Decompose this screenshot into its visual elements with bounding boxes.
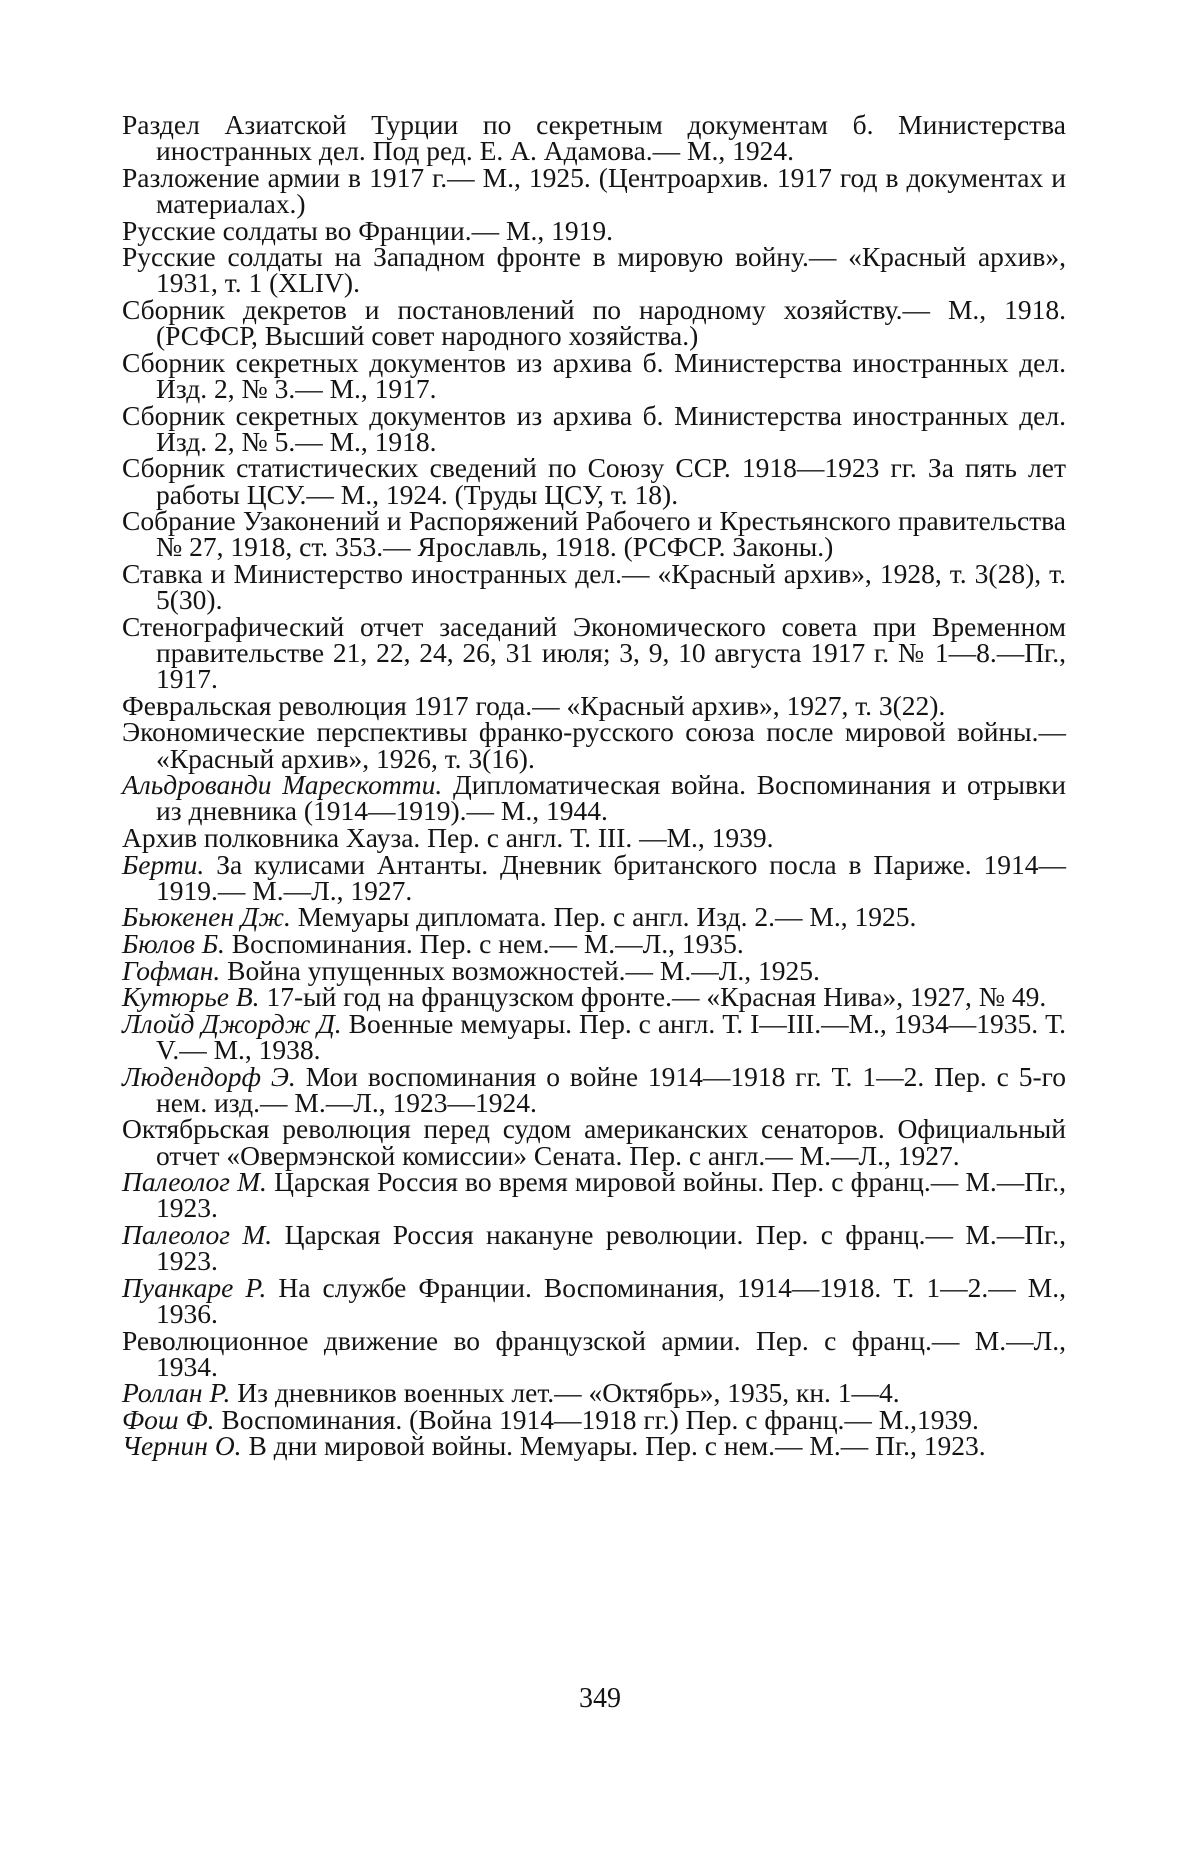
entry-text: Царская Россия во время мировой войны. Пер. с франц.— М.—Пг., 1923. bbox=[156, 1166, 1066, 1224]
entry-text: За кулисами Антанты. Дневник британского посла в Париже. 1914—1919.— М.—Л., 1927. bbox=[156, 848, 1067, 906]
bibliography-entry bbox=[122, 1113, 1066, 1171]
bibliography-entry bbox=[122, 1166, 1066, 1224]
bibliography-entry bbox=[122, 821, 1066, 853]
bibliography-entry bbox=[122, 901, 1066, 933]
entry-author: Пуанкаре Р. bbox=[122, 1271, 267, 1303]
bibliography-entry bbox=[122, 1377, 1066, 1409]
entry-author: Фош Ф. bbox=[122, 1403, 215, 1435]
bibliography-entry bbox=[122, 1060, 1066, 1118]
entry-author: Палеолог М. bbox=[122, 1166, 267, 1198]
bibliography-entry bbox=[122, 1007, 1066, 1065]
entry-author: Альдрованди Марескотти. bbox=[122, 769, 443, 801]
entry-text: Стенографический отчет заседаний Экономического совета при Временном правительстве 21, 22, 24, 26, 31 июля; 3, 9, 10 августа 1917 г. № 1—8.—Пг., 1917. bbox=[122, 610, 1066, 695]
bibliography-entry bbox=[122, 716, 1066, 774]
entry-text: Сборник декретов и постановлений по народному хозяйству.— М., 1918. (РСФСР, Высший совет народного хозяйства.) bbox=[122, 293, 1066, 352]
entry-author: Кутюрье В. bbox=[122, 981, 260, 1013]
entry-author: Бьюкенен Дж. bbox=[122, 901, 291, 933]
entry-author: Чернин О. bbox=[122, 1430, 242, 1462]
entry-author: Людендорф Э. bbox=[122, 1060, 296, 1092]
entry-text: Военные мемуары. Пер. с англ. Т. I—III.—М., 1934—1935. Т. V.— М., 1938. bbox=[156, 1007, 1066, 1065]
entry-text: Сборник статистических сведений по Союзу ССР. 1918—1923 гг. За пять лет работы ЦСУ.— М., 1924. (Труды ЦСУ, т. 18). bbox=[122, 452, 1066, 510]
entry-author: Палеолог М. bbox=[122, 1218, 273, 1250]
entry-text: Из дневников военных лет.— «Октябрь», 1935, кн. 1—4. bbox=[237, 1377, 900, 1409]
bibliography-entry bbox=[122, 954, 1066, 986]
bibliography-entry bbox=[122, 293, 1066, 352]
entry-text: Война упущенных возможностей.— М.—Л., 1925. bbox=[227, 954, 820, 986]
bibliography-entry bbox=[122, 1324, 1066, 1382]
entry-text: Собрание Узаконений и Распоряжений Рабочего и Крестьянского правительства № 27, 1918, ст. 353.— Ярославль, 1918. (РСФСР. Законы.) bbox=[122, 505, 1066, 563]
bibliography-entry bbox=[122, 1271, 1067, 1329]
bibliography-entry bbox=[122, 769, 1067, 827]
entry-text: На службе Франции. Воспоминания, 1914—1918. Т. 1—2.— М., 1936. bbox=[156, 1271, 1067, 1329]
entry-text: В дни мировой войны. Мемуары. Пер. с нем.— М.— Пг., 1923. bbox=[248, 1430, 986, 1462]
entry-text: Воспоминания. (Война 1914—1918 гг.) Пер. с франц.— М.,1939. bbox=[221, 1403, 979, 1435]
bibliography-entry bbox=[122, 557, 1066, 616]
entry-text: Царская Россия накануне революции. Пер. с франц.— М.—Пг., 1923. bbox=[156, 1218, 1066, 1277]
bibliography-entry bbox=[122, 346, 1066, 404]
entry-text: Русские солдаты на Западном фронте в мировую войну.— «Красный архив», 1931, т. 1 (XLIV). bbox=[122, 241, 1066, 299]
entry-author: Гофман. bbox=[122, 954, 221, 986]
bibliography-list bbox=[122, 109, 1067, 1462]
bibliography-entry bbox=[122, 848, 1067, 906]
bibliography-entry bbox=[122, 214, 1066, 246]
entry-text: Мои воспоминания о войне 1914—1918 гг. Т. 1—2. Пер. с 5-го нем. изд.— М.—Л., 1923—1924. bbox=[156, 1060, 1066, 1118]
entry-text: Русские солдаты во Франции.— М., 1919. bbox=[122, 214, 613, 246]
bibliography-entry bbox=[122, 241, 1066, 299]
bibliography-entry bbox=[122, 109, 1066, 167]
entry-text: Воспоминания. Пер. с нем.— М.—Л., 1935. bbox=[231, 927, 744, 959]
bibliography-entry bbox=[122, 505, 1066, 563]
entry-text: Революционное движение во французской армии. Пер. с франц.— М.—Л., 1934. bbox=[122, 1324, 1066, 1382]
entry-text: Разложение армии в 1917 г.— М., 1925. (Центроархив. 1917 год в документах и материалах.) bbox=[122, 161, 1066, 219]
page-number: 349 bbox=[579, 1683, 621, 1714]
entry-author: Берти. bbox=[122, 848, 205, 880]
entry-text: Раздел Азиатской Турции по секретным документам б. Министерства иностранных дел. Под ред. Е. А. Адамова.— М., 1924. bbox=[122, 109, 1066, 167]
bibliography-entry bbox=[122, 927, 1066, 959]
bibliography-entry bbox=[122, 452, 1066, 510]
entry-text: Октябрьская революция перед судом американских сенаторов. Официальный отчет «Овермэнской комиссии» Сената. Пер. с англ.— М.—Л., 1927. bbox=[122, 1113, 1066, 1171]
entry-author: Бюлов Б. bbox=[122, 927, 225, 959]
bibliography-entry bbox=[122, 981, 1066, 1013]
bibliography-entry bbox=[122, 689, 1066, 721]
entry-text: Дипломатическая война. Воспоминания и отрывки из дневника (1914—1919).— М., 1944. bbox=[156, 769, 1067, 827]
bibliography-entry bbox=[122, 399, 1066, 457]
entry-text: 17-ый год на французском фронте.— «Красная Нива», 1927, № 49. bbox=[266, 981, 1047, 1013]
entry-text: Февральская революция 1917 года.— «Красный архив», 1927, т. 3(22). bbox=[122, 689, 946, 721]
entry-author: Роллан Р. bbox=[122, 1377, 231, 1409]
entry-text: Сборник секретных документов из архива б. Министерства иностранных дел. Изд. 2, № 3.— М., 1917. bbox=[122, 346, 1066, 404]
entry-text: Сборник секретных документов из архива б. Министерства иностранных дел. Изд. 2, № 5.— М., 1918. bbox=[122, 399, 1066, 457]
entry-text: Архив полковника Хауза. Пер. с англ. Т. III. —М., 1939. bbox=[122, 821, 774, 853]
entry-text: Экономические перспективы франко-русского союза после мировой войны.— «Красный архив», 1926, т. 3(16). bbox=[122, 716, 1066, 774]
bibliography-entry bbox=[122, 161, 1066, 219]
entry-text: Ставка и Министерство иностранных дел.— «Красный архив», 1928, т. 3(28), т. 5(30). bbox=[122, 557, 1066, 616]
bibliography-entry bbox=[122, 1403, 1066, 1435]
bibliography-entry bbox=[122, 1218, 1066, 1277]
entry-author: Ллойд Джордж Д. bbox=[122, 1007, 342, 1039]
bibliography-entry bbox=[122, 610, 1066, 695]
bibliography-entry bbox=[122, 1430, 1066, 1462]
entry-text: Мемуары дипломата. Пер. с англ. Изд. 2.— М., 1925. bbox=[297, 901, 917, 933]
